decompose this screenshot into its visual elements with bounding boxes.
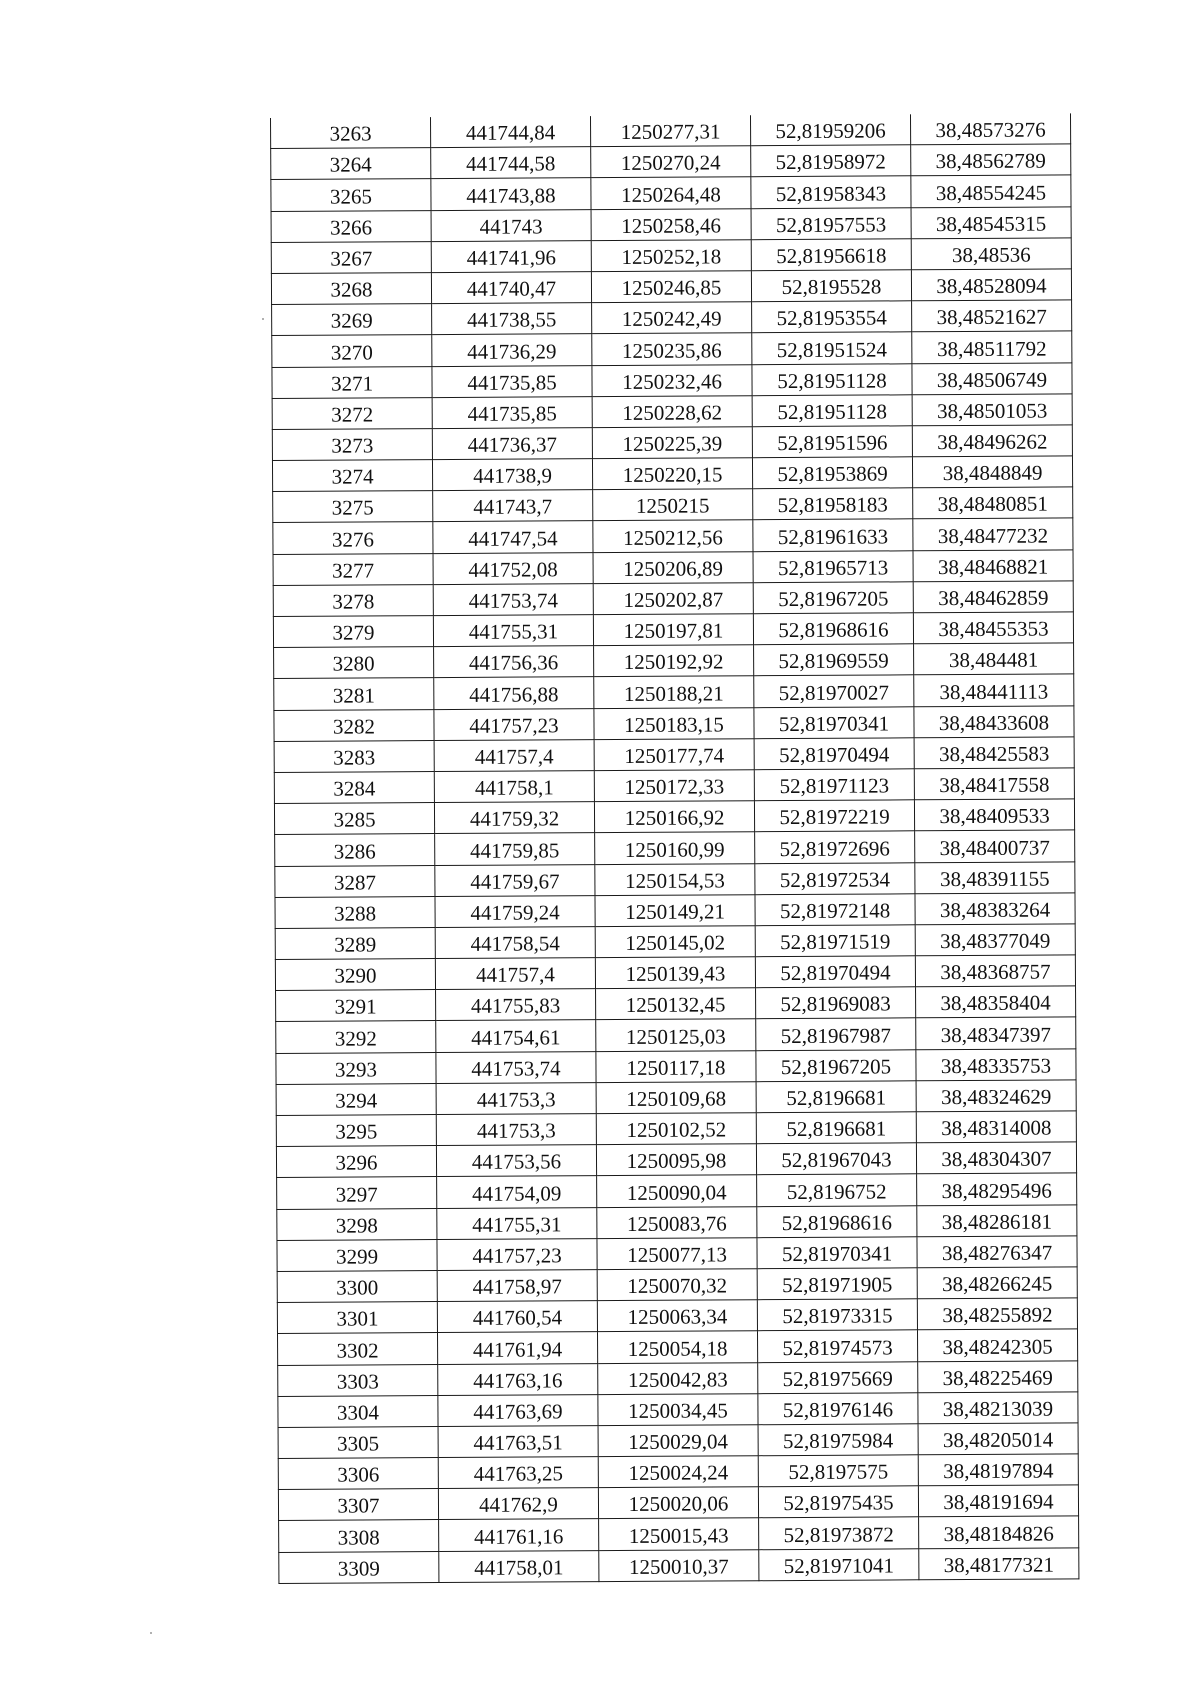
table-cell: 1250172,33 [594, 770, 754, 802]
table-cell: 3283 [274, 740, 434, 772]
table-cell: 441743,88 [431, 178, 591, 210]
table-row [271, 206, 1071, 242]
table-cell: 52,81967043 [756, 1143, 916, 1175]
table-cell: 38,48477232 [913, 518, 1073, 550]
table-cell: 1250232,46 [592, 364, 752, 396]
table-cell: 38,48391155 [915, 861, 1075, 893]
table-cell: 52,81958343 [751, 176, 911, 208]
table-cell: 38,484481 [914, 643, 1074, 675]
table-cell: 52,8195528 [751, 270, 911, 302]
table-cell: 3294 [276, 1083, 436, 1115]
table-cell: 52,81971041 [759, 1548, 919, 1580]
table-cell: 52,81975435 [758, 1486, 918, 1518]
table-cell: 38,48573276 [910, 113, 1070, 145]
table-cell: 3279 [273, 616, 433, 648]
table-cell: 1250215 [593, 489, 753, 521]
table-cell: 3282 [274, 709, 434, 741]
table-cell: 3301 [277, 1302, 437, 1334]
table-cell: 3290 [275, 959, 435, 991]
table-row [274, 674, 1074, 710]
table-cell: 38,48213039 [918, 1392, 1078, 1424]
table-cell: 1250034,45 [598, 1393, 758, 1425]
table-cell: 52,81971905 [757, 1268, 917, 1300]
table-cell: 52,81975669 [758, 1361, 918, 1393]
table-cell: 3305 [278, 1426, 438, 1458]
table-cell: 441735,85 [432, 396, 592, 428]
table-cell: 3291 [276, 990, 436, 1022]
table-cell: 441763,51 [438, 1426, 598, 1458]
table-cell: 441758,97 [437, 1270, 597, 1302]
table-cell: 3309 [279, 1551, 439, 1583]
table-cell: 441755,31 [433, 615, 593, 647]
table-cell: 3286 [275, 834, 435, 866]
table-cell: 38,48276347 [917, 1236, 1077, 1268]
table-cell: 441753,74 [433, 583, 593, 615]
table-cell: 441759,24 [435, 895, 595, 927]
table-cell: 3292 [276, 1021, 436, 1053]
table-cell: 441755,83 [436, 989, 596, 1021]
table-cell: 1250015,43 [599, 1518, 759, 1550]
table-cell: 1250220,15 [592, 458, 752, 490]
table-cell: 1250166,92 [594, 801, 754, 833]
table-cell: 3308 [279, 1520, 439, 1552]
table-cell: 52,81953869 [752, 457, 912, 489]
table-cell: 38,48462859 [913, 581, 1073, 613]
table-cell: 52,81970494 [755, 956, 915, 988]
table-cell: 52,81970027 [754, 675, 914, 707]
table-cell: 1250042,83 [598, 1362, 758, 1394]
table-row [278, 1423, 1078, 1459]
coordinates-table [270, 113, 1079, 1583]
table-cell: 52,81967205 [756, 1049, 916, 1081]
table-cell: 441759,67 [435, 864, 595, 896]
table-cell: 52,81974573 [757, 1330, 917, 1362]
table-cell: 441755,31 [437, 1207, 597, 1239]
table-cell: 3266 [271, 210, 431, 242]
table-cell: 38,48425583 [914, 737, 1074, 769]
table-cell: 1250070,32 [597, 1269, 757, 1301]
table-cell: 52,81961633 [753, 519, 913, 551]
table-cell: 3278 [273, 584, 433, 616]
table-cell: 1250020,06 [598, 1487, 758, 1519]
table-cell: 52,81956618 [751, 239, 911, 271]
table-cell: 441759,85 [435, 833, 595, 865]
table-cell: 3267 [271, 241, 431, 273]
table-cell: 38,48324629 [916, 1080, 1076, 1112]
table-cell: 52,81972219 [754, 800, 914, 832]
table-cell: 38,48501053 [912, 394, 1072, 426]
table-cell: 441753,74 [436, 1051, 596, 1083]
table-cell: 3276 [273, 522, 433, 554]
table-cell: 1250183,15 [594, 707, 754, 739]
table-cell: 441757,4 [435, 958, 595, 990]
table-row [276, 1111, 1076, 1147]
table-cell: 38,4848849 [912, 456, 1072, 488]
table-cell: 38,48184826 [919, 1516, 1079, 1548]
table-cell: 441754,09 [437, 1176, 597, 1208]
table-cell: 52,81970341 [757, 1237, 917, 1269]
table-cell: 1250206,89 [593, 551, 753, 583]
table-cell: 3296 [276, 1146, 436, 1178]
table-cell: 441756,88 [434, 677, 594, 709]
table-row [278, 1485, 1078, 1521]
table-cell: 38,48191694 [918, 1485, 1078, 1517]
table-cell: 441763,25 [438, 1457, 598, 1489]
table-cell: 441738,55 [432, 303, 592, 335]
table-cell: 52,81968616 [757, 1205, 917, 1237]
table-row [272, 394, 1072, 430]
table-cell: 1250054,18 [597, 1331, 757, 1363]
table-cell: 38,48433608 [914, 705, 1074, 737]
table-row [272, 331, 1072, 367]
table-cell: 3265 [271, 179, 431, 211]
table-cell: 38,48400737 [915, 830, 1075, 862]
table-row [274, 643, 1074, 679]
table-cell: 38,48347397 [916, 1017, 1076, 1049]
table-cell: 1250139,43 [595, 957, 755, 989]
table-cell: 38,48545315 [911, 206, 1071, 238]
table-row [273, 581, 1073, 617]
table-cell: 38,48496262 [912, 425, 1072, 457]
table-cell: 3284 [274, 772, 434, 804]
table-cell: 52,81967205 [753, 582, 913, 614]
table-cell: 441757,23 [437, 1238, 597, 1270]
table-row [271, 175, 1071, 211]
table-cell: 1250077,13 [597, 1237, 757, 1269]
table-row [276, 1080, 1076, 1116]
table-cell: 1250010,37 [599, 1549, 759, 1581]
table-row [272, 425, 1072, 461]
table-cell: 441758,01 [439, 1550, 599, 1582]
table-cell: 1250160,99 [595, 832, 755, 864]
table-cell: 441756,36 [434, 646, 594, 678]
table-row [271, 238, 1071, 274]
table-row [277, 1204, 1077, 1240]
table-row [271, 144, 1071, 180]
table-row [276, 1017, 1076, 1053]
table-cell: 441761,94 [437, 1332, 597, 1364]
table-row [275, 924, 1075, 960]
table-cell: 1250258,46 [591, 208, 751, 240]
table-cell: 1250270,24 [591, 146, 751, 178]
table-cell: 441740,47 [431, 272, 591, 304]
table-row [274, 705, 1074, 741]
table-cell: 1250225,39 [592, 427, 752, 459]
table-cell: 52,81951128 [752, 363, 912, 395]
table-cell: 1250132,45 [596, 988, 756, 1020]
table-row [273, 612, 1073, 648]
table-cell: 52,81951128 [752, 394, 912, 426]
table-cell: 441736,29 [432, 334, 592, 366]
table-cell: 3268 [271, 273, 431, 305]
table-cell: 52,81976146 [758, 1392, 918, 1424]
table-row [272, 300, 1072, 336]
table-row [273, 487, 1073, 523]
table-cell: 1250102,52 [596, 1113, 756, 1145]
table-cell: 441753,3 [436, 1114, 596, 1146]
table-cell: 52,81951596 [752, 426, 912, 458]
table-cell: 1250154,53 [595, 863, 755, 895]
table-cell: 1250197,81 [593, 614, 753, 646]
table-cell: 38,48377049 [915, 924, 1075, 956]
table-cell: 3304 [278, 1395, 438, 1427]
table-row [276, 1048, 1076, 1084]
table-row [274, 737, 1074, 773]
table-cell: 441757,23 [434, 708, 594, 740]
table-cell: 3289 [275, 927, 435, 959]
table-row [272, 456, 1072, 492]
table-row [278, 1360, 1078, 1396]
table-cell: 38,48358404 [916, 986, 1076, 1018]
table-cell: 3280 [274, 647, 434, 679]
table-cell: 52,81971123 [754, 769, 914, 801]
table-cell: 3277 [273, 553, 433, 585]
table-row [277, 1267, 1077, 1303]
table-cell: 441736,37 [432, 428, 592, 460]
table-row [276, 986, 1076, 1022]
table-cell: 1250252,18 [591, 239, 751, 271]
table-cell: 52,8196681 [756, 1112, 916, 1144]
table-cell: 441744,84 [430, 116, 590, 148]
coordinates-table-body [271, 113, 1079, 1583]
table-row [272, 362, 1072, 398]
table-cell: 38,48383264 [915, 893, 1075, 925]
table-cell: 52,8197575 [758, 1455, 918, 1487]
table-cell: 38,48368757 [915, 955, 1075, 987]
table-cell: 441763,69 [438, 1394, 598, 1426]
table-cell: 38,48335753 [916, 1048, 1076, 1080]
table-row [273, 550, 1073, 586]
table-row [278, 1392, 1078, 1428]
table-cell: 3302 [278, 1333, 438, 1365]
table-cell: 1250192,92 [594, 645, 754, 677]
table-cell: 3263 [271, 117, 431, 149]
table-cell: 1250090,04 [597, 1175, 757, 1207]
table-cell: 38,48562789 [911, 144, 1071, 176]
scan-speck [150, 1632, 152, 1634]
table-cell: 52,81967987 [756, 1018, 916, 1050]
table-cell: 1250149,21 [595, 894, 755, 926]
table-row [277, 1298, 1077, 1334]
table-cell: 38,48314008 [916, 1111, 1076, 1143]
table-cell: 1250188,21 [594, 676, 754, 708]
table-cell: 1250145,02 [595, 926, 755, 958]
table-cell: 1250242,49 [592, 302, 752, 334]
table-row [275, 861, 1075, 897]
table-cell: 38,48455353 [913, 612, 1073, 644]
scan-speck [262, 318, 264, 320]
table-cell: 1250117,18 [596, 1050, 756, 1082]
table-cell: 38,48511792 [912, 331, 1072, 363]
table-cell: 38,48225469 [918, 1360, 1078, 1392]
table-cell: 52,81953554 [752, 301, 912, 333]
table-cell: 38,48536 [911, 238, 1071, 270]
table-row [278, 1329, 1078, 1365]
table-row [274, 799, 1074, 835]
table-cell: 52,81970494 [754, 738, 914, 770]
table-cell: 3270 [272, 335, 432, 367]
table-cell: 38,48242305 [917, 1329, 1077, 1361]
table-cell: 441763,16 [438, 1363, 598, 1395]
table-cell: 3264 [271, 148, 431, 180]
table-cell: 52,81969559 [754, 644, 914, 676]
table-cell: 3297 [277, 1177, 437, 1209]
table-cell: 1250125,03 [596, 1019, 756, 1051]
table-cell: 1250177,74 [594, 738, 754, 770]
table-cell: 52,81975984 [758, 1424, 918, 1456]
table-cell: 38,48417558 [914, 768, 1074, 800]
table-cell: 441735,85 [432, 365, 592, 397]
table-cell: 1250063,34 [597, 1300, 757, 1332]
table-row [278, 1454, 1078, 1490]
table-row [279, 1547, 1079, 1583]
table-row [274, 768, 1074, 804]
table-cell: 1250202,87 [593, 583, 753, 615]
table-cell: 52,81958183 [753, 488, 913, 520]
table-cell: 52,81970341 [754, 706, 914, 738]
table-cell: 38,48177321 [919, 1547, 1079, 1579]
table-cell: 441758,1 [434, 771, 594, 803]
table-cell: 441747,54 [433, 521, 593, 553]
table-cell: 38,48286181 [917, 1204, 1077, 1236]
table-cell: 38,48255892 [917, 1298, 1077, 1330]
table-cell: 38,48480851 [913, 487, 1073, 519]
table-row [277, 1173, 1077, 1209]
table-cell: 3293 [276, 1052, 436, 1084]
table-cell: 441753,3 [436, 1082, 596, 1114]
table-cell: 1250083,76 [597, 1206, 757, 1238]
table-cell: 52,81973872 [759, 1517, 919, 1549]
table-row [271, 269, 1071, 305]
table-cell: 52,81972148 [755, 893, 915, 925]
table-cell: 38,48521627 [912, 300, 1072, 332]
table-cell: 52,8196752 [757, 1174, 917, 1206]
table-cell: 3307 [278, 1489, 438, 1521]
table-row [277, 1236, 1077, 1272]
table-cell: 1250246,85 [591, 271, 751, 303]
table-cell: 441757,4 [434, 739, 594, 771]
table-row [271, 113, 1071, 148]
table-row [275, 893, 1075, 929]
table-cell: 38,48205014 [918, 1423, 1078, 1455]
table-cell: 3299 [277, 1239, 437, 1271]
table-row [279, 1516, 1079, 1552]
table-cell: 3272 [272, 397, 432, 429]
table-cell: 52,81971519 [755, 925, 915, 957]
table-cell: 441753,56 [436, 1145, 596, 1177]
table-cell: 1250109,68 [596, 1082, 756, 1114]
table-cell: 1250095,98 [596, 1144, 756, 1176]
table-cell: 52,81973315 [757, 1299, 917, 1331]
table-cell: 38,48468821 [913, 550, 1073, 582]
table-row [275, 955, 1075, 991]
table-cell: 441760,54 [437, 1301, 597, 1333]
table-cell: 38,48295496 [917, 1173, 1077, 1205]
table-cell: 3285 [274, 803, 434, 835]
table-cell: 38,48197894 [918, 1454, 1078, 1486]
table-cell: 1250029,04 [598, 1425, 758, 1457]
table-cell: 1250277,31 [590, 115, 750, 147]
table-cell: 52,81957553 [751, 207, 911, 239]
table-cell: 3281 [274, 678, 434, 710]
table-cell: 52,81951524 [752, 332, 912, 364]
table-cell: 3306 [278, 1458, 438, 1490]
table-cell: 3275 [273, 491, 433, 523]
table-cell: 441762,9 [438, 1488, 598, 1520]
table-cell: 441738,9 [432, 459, 592, 491]
table-cell: 38,48441113 [914, 674, 1074, 706]
table-row [273, 518, 1073, 554]
table-cell: 441752,08 [433, 552, 593, 584]
table-cell: 3300 [277, 1270, 437, 1302]
table-row [275, 830, 1075, 866]
table-cell: 441754,61 [436, 1020, 596, 1052]
table-cell: 1250228,62 [592, 395, 752, 427]
table-cell: 441744,58 [431, 147, 591, 179]
table-cell: 1250264,48 [591, 177, 751, 209]
table-cell: 3298 [277, 1208, 437, 1240]
table-cell: 52,81969083 [756, 987, 916, 1019]
table-cell: 38,48554245 [911, 175, 1071, 207]
table-cell: 52,81958972 [751, 145, 911, 177]
table-cell: 52,81972696 [755, 831, 915, 863]
table-row [276, 1142, 1076, 1178]
table-cell: 441759,32 [434, 802, 594, 834]
table-cell: 3273 [272, 428, 432, 460]
table-cell: 3295 [276, 1115, 436, 1147]
table-cell: 3288 [275, 896, 435, 928]
table-cell: 38,48304307 [916, 1142, 1076, 1174]
table-cell: 52,81959206 [750, 114, 910, 146]
table-cell: 441761,16 [439, 1519, 599, 1551]
table-cell: 38,48528094 [911, 269, 1071, 301]
table-cell: 1250024,24 [598, 1456, 758, 1488]
table-cell: 52,81972534 [755, 862, 915, 894]
table-cell: 52,81968616 [753, 613, 913, 645]
table-cell: 38,48266245 [917, 1267, 1077, 1299]
table-cell: 3269 [272, 304, 432, 336]
table-cell: 1250212,56 [593, 520, 753, 552]
table-cell: 441743 [431, 209, 591, 241]
table-cell: 52,8196681 [756, 1081, 916, 1113]
table-cell: 441743,7 [433, 490, 593, 522]
table-cell: 3271 [272, 366, 432, 398]
table-cell: 441758,54 [435, 927, 595, 959]
table-cell: 3303 [278, 1364, 438, 1396]
table-cell: 38,48409533 [914, 799, 1074, 831]
table-cell: 52,81965713 [753, 550, 913, 582]
table-cell: 441741,96 [431, 240, 591, 272]
table-cell: 1250235,86 [592, 333, 752, 365]
table-cell: 38,48506749 [912, 362, 1072, 394]
table-cell: 3274 [272, 460, 432, 492]
table-cell: 3287 [275, 865, 435, 897]
